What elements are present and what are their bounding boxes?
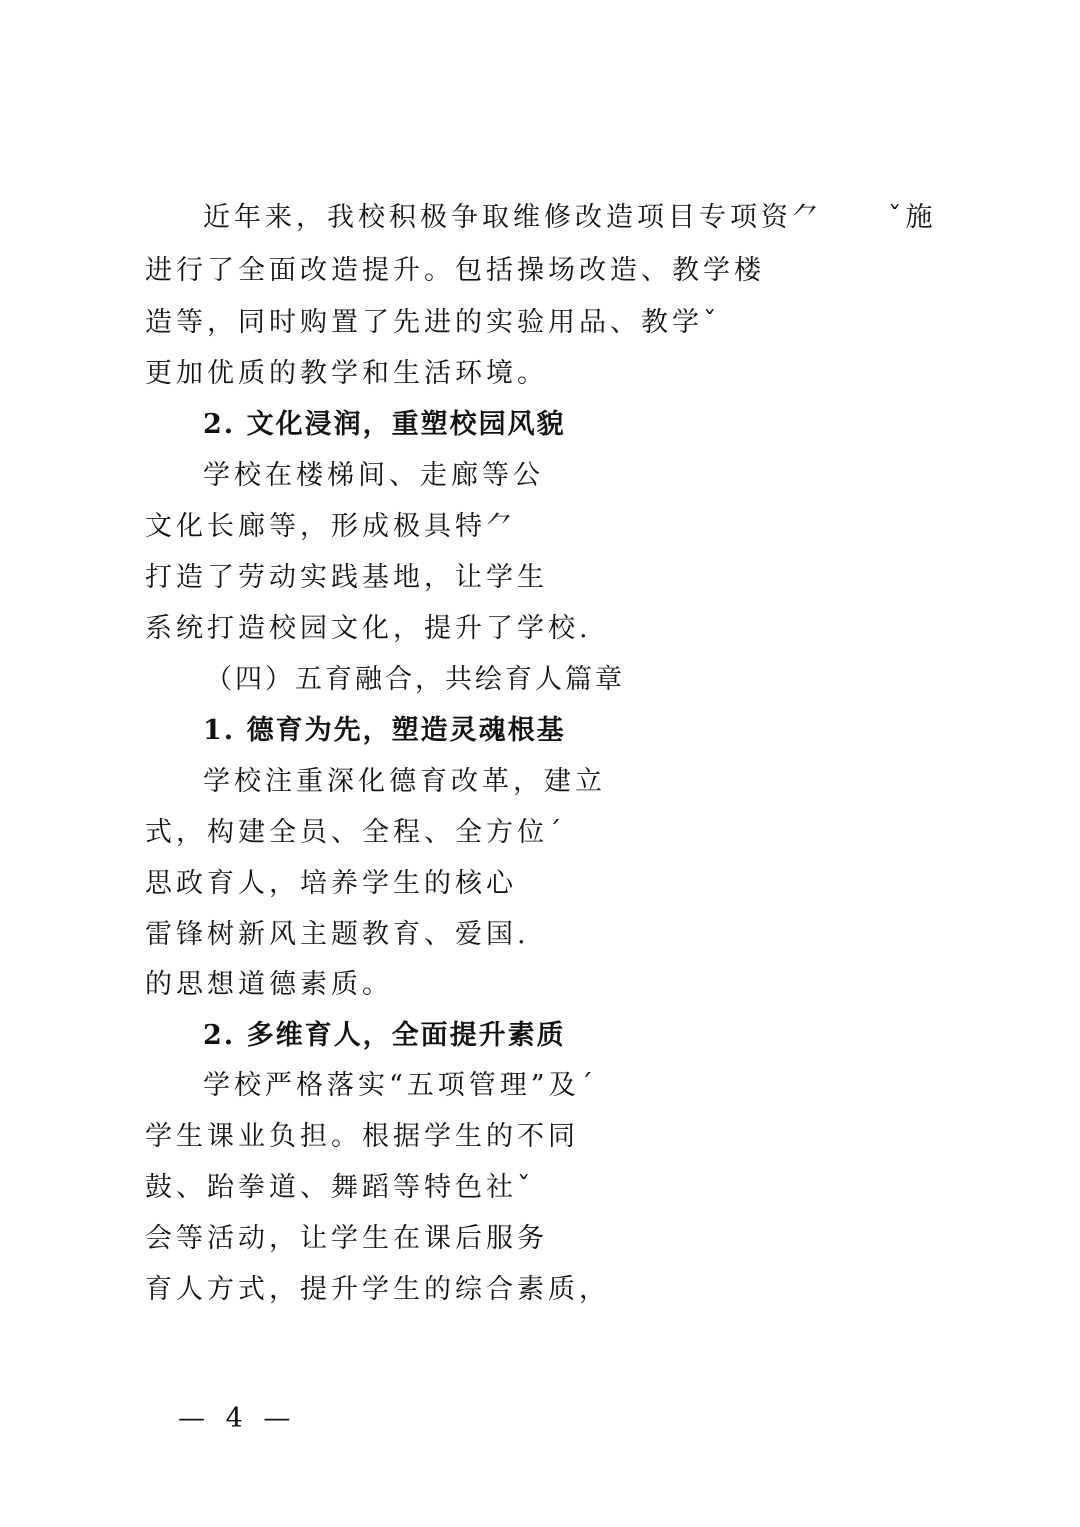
paragraph-line: 的思想道德素质。 (145, 969, 393, 1000)
paragraph-line: 会等活动，让学生在课后服务 (145, 1223, 548, 1254)
paragraph-line: 雷锋树新风主题教育、爱国. (145, 919, 530, 950)
paragraph-line: 打造了劳动实践基地，让学生 (145, 562, 548, 593)
page-number: — 4 — (178, 1403, 297, 1434)
paragraph-line: 系统打造校园文化，提升了学校. (145, 613, 592, 644)
paragraph-line: 文化长廊等，形成极具特⺈ (145, 511, 517, 542)
paragraph-line: 学校严格落实“五项管理”及ˊ (203, 1070, 598, 1101)
paragraph-line: 育人方式，提升学生的综合素质， (145, 1274, 610, 1305)
paragraph-line: 式，构建全员、全程、全方位ˊ (145, 817, 566, 848)
section-heading: 2. 文化浸润，重塑校园风貌 (203, 409, 566, 440)
paragraph-line: 近年来，我校积极争取维修改造项目专项资⺈ (203, 202, 823, 233)
paragraph-line: 更加优质的教学和生活环境。 (145, 358, 548, 389)
section-heading: 2. 多维育人，全面提升素质 (203, 1020, 566, 1051)
section-subheading: （四）五育融合，共绘育人篇章 (205, 664, 625, 695)
paragraph-line: 造等，同时购置了先进的实验用品、教学ˇ (145, 307, 721, 338)
section-heading: 1. 德育为先，塑造灵魂根基 (203, 715, 566, 746)
paragraph-line: 鼓、跆拳道、舞蹈等特色社ˇ (145, 1172, 535, 1203)
paragraph-line: 思政育人，培养学生的核心 (145, 868, 517, 899)
paragraph-line: 进行了全面改造提升。包括操场改造、教学楼 (145, 255, 765, 286)
paragraph-line: 学校在楼梯间、走廊等公 (203, 460, 544, 491)
line-fragment: ˇ施 (888, 202, 937, 233)
paragraph-line: 学校注重深化德育改革，建立 (203, 766, 606, 797)
paragraph-line: 学生课业负担。根据学生的不同 (145, 1121, 579, 1152)
